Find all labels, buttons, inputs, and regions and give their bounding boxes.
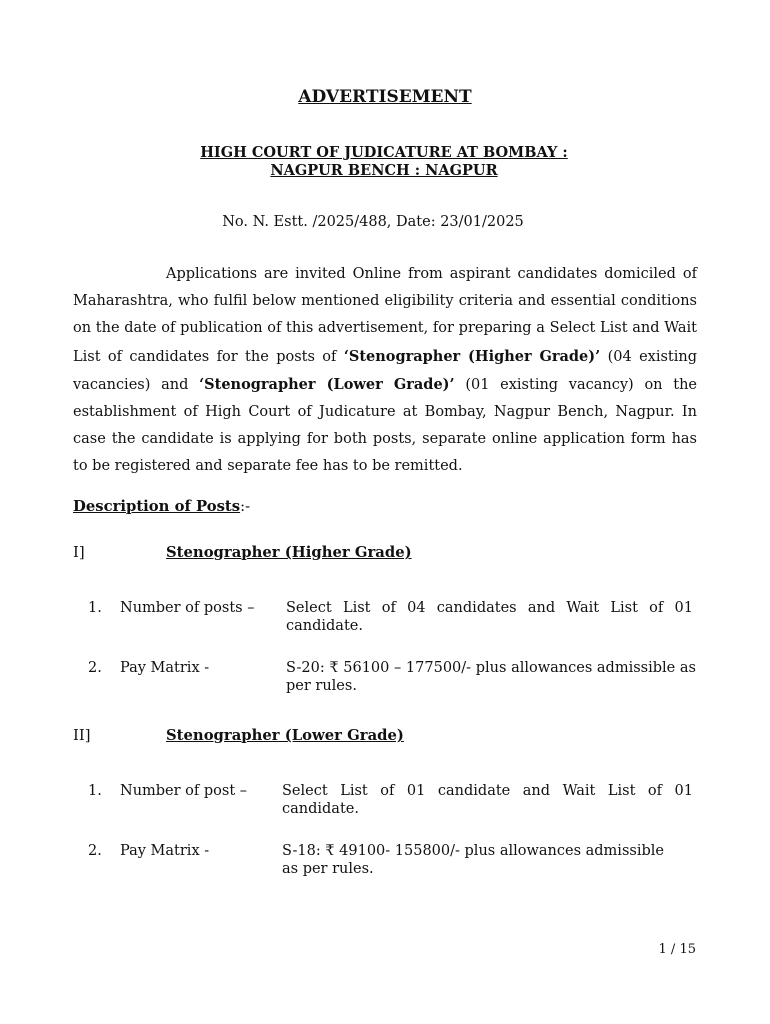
section-numeral: II] <box>73 727 91 744</box>
item-number: 1. <box>88 783 102 799</box>
description-heading-text: Description of Posts <box>73 498 241 515</box>
reference-number: No. N. Estt. /2025/488, Date: 23/01/2025 <box>222 214 524 230</box>
item-value: S-20: ₹ 56100 – 177500/- plus allowances admissible as per rules. <box>286 660 696 694</box>
item-label: Number of post – <box>120 783 248 799</box>
item-value: S-18: ₹ 49100- 155800/- plus allowances admissible as per rules. <box>282 843 664 877</box>
item-number: 2. <box>88 660 102 676</box>
intro-paragraph <box>73 261 697 481</box>
court-name <box>0 144 768 180</box>
post-name-higher: ‘Stenographer (Higher Grade)’ <box>343 347 601 365</box>
item-number: 1. <box>88 600 102 616</box>
intro-text-3: (01 existing vacancy) on the establishment of High Court of Judicature at Bombay, Nagpur Bench, Nagpur. In case the candidate is applying for both posts, separate online application form has to be registered and separate fee has to be remitted. <box>73 376 697 475</box>
page-title: ADVERTISEMENT <box>298 87 472 107</box>
description-heading-suffix: :- <box>240 498 251 515</box>
description-heading <box>73 498 250 515</box>
item-label: Pay Matrix - <box>120 843 210 859</box>
page-number: 1 / 15 <box>658 942 696 957</box>
item-value: Select List of 04 candidates and Wait List of 01 candidate. <box>286 600 693 634</box>
court-name-line-1: HIGH COURT OF JUDICATURE AT BOMBAY : <box>200 144 568 161</box>
intro-text-1: Applications are invited Online from aspirant candidates domiciled of Maharashtra, who fulfil below mentioned eligibility criteria and essential conditions on the date of publication of this advertisement, for preparing a Select List and Wait List of candidates for the posts of <box>73 266 697 365</box>
item-label: Number of posts – <box>120 600 255 616</box>
section-numeral: I] <box>73 544 85 561</box>
section-heading: Stenographer (Higher Grade) <box>166 544 412 561</box>
section-heading: Stenographer (Lower Grade) <box>166 727 404 744</box>
post-name-lower: ‘Stenographer (Lower Grade)’ <box>199 375 455 393</box>
item-label: Pay Matrix - <box>120 660 210 676</box>
item-number: 2. <box>88 843 102 859</box>
intro-text-2: (04 existing vacancies) and <box>73 348 697 393</box>
court-name-line-2: NAGPUR BENCH : NAGPUR <box>270 162 498 179</box>
item-value: Select List of 01 candidate and Wait List of 01 candidate. <box>282 783 693 817</box>
